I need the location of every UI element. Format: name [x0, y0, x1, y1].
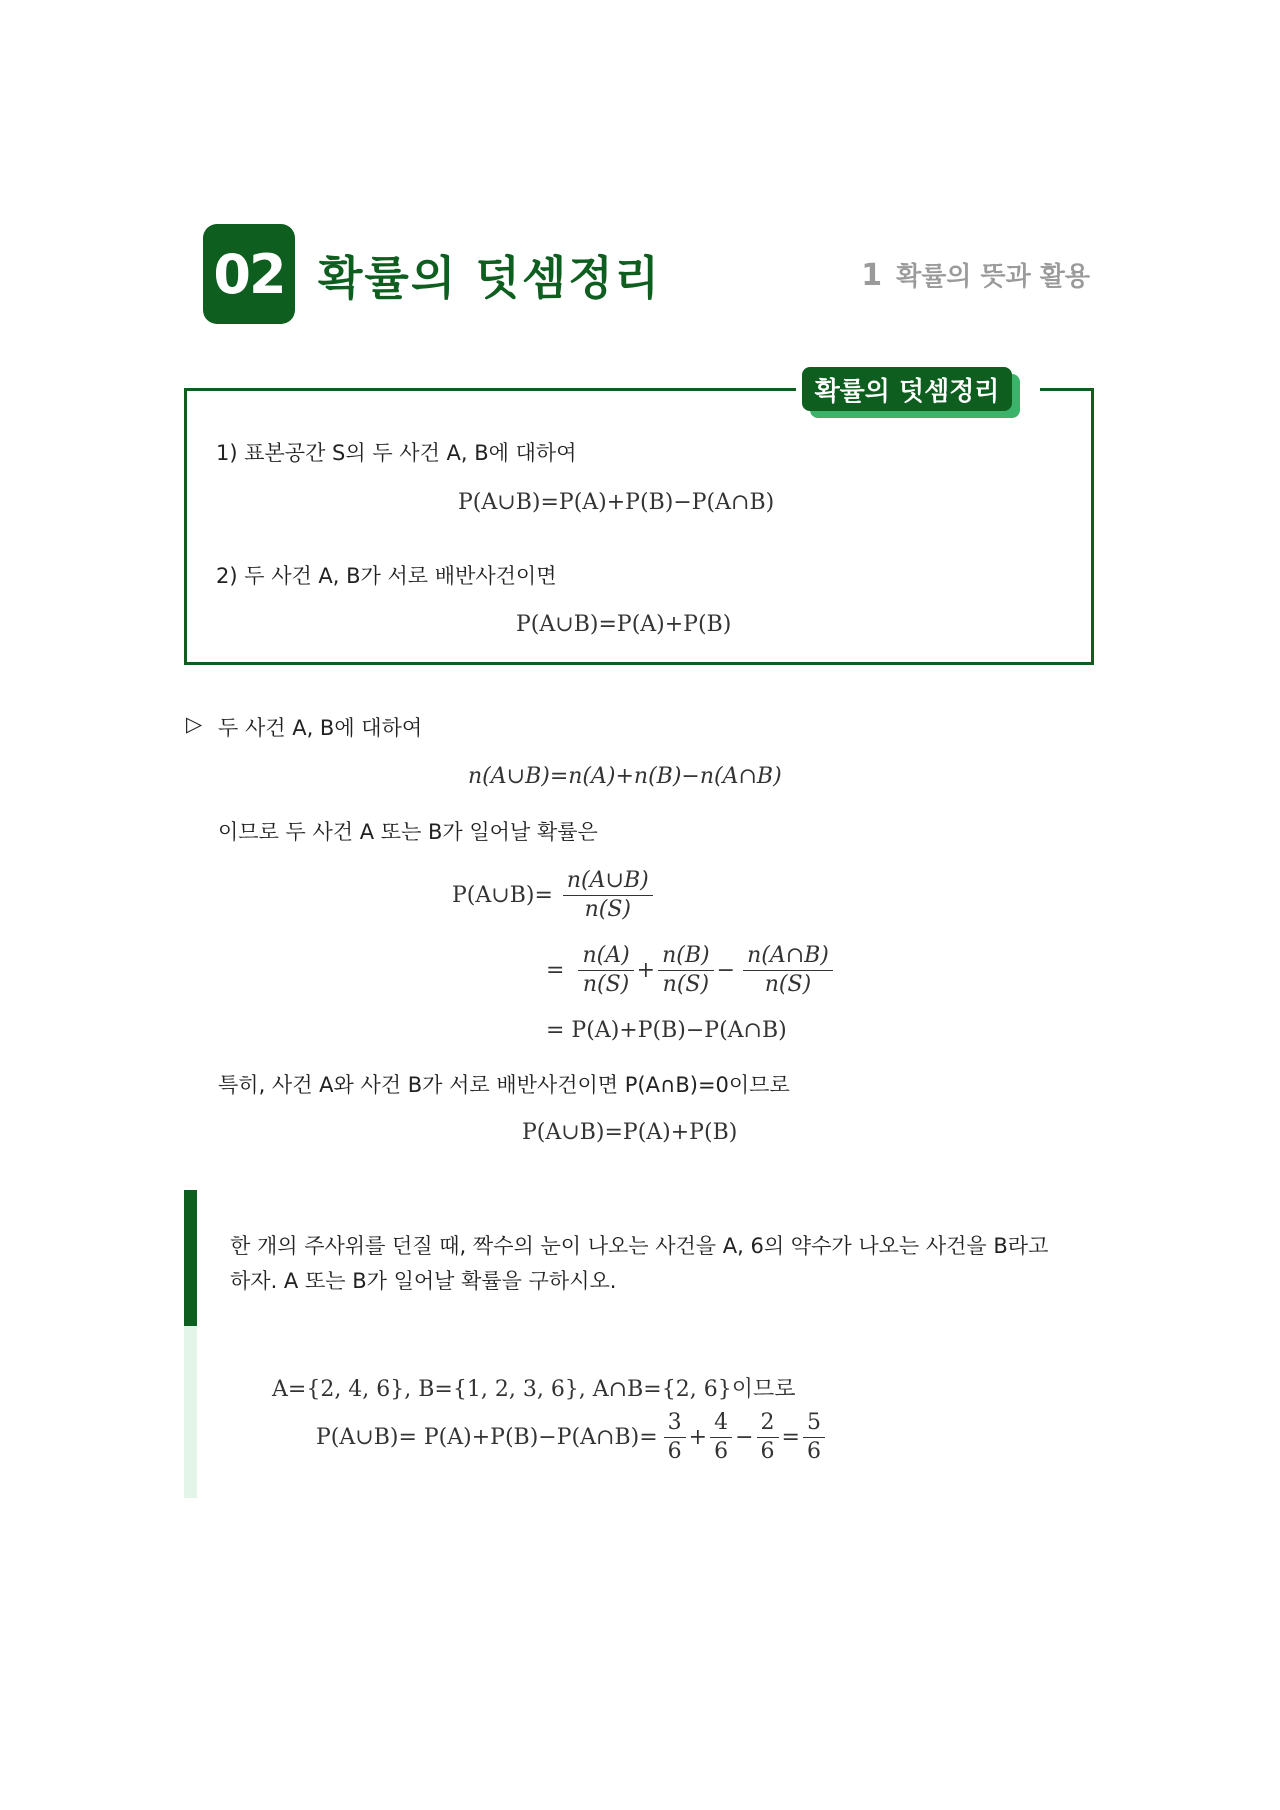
fraction-2-6 — [757, 1410, 779, 1465]
example-bar-problem — [184, 1190, 197, 1326]
fraction-denominator: n(S) — [582, 972, 630, 997]
fraction-denominator: n(S) — [584, 897, 631, 922]
example-problem-line1: 한 개의 주사위를 던질 때, 짝수의 눈이 나오는 사건을 A, 6의 약수가 나오는 사건을 B라고 — [230, 1234, 1049, 1258]
prob-derivation-line3: = P(A)+P(B)−P(A∩B) — [546, 1018, 787, 1043]
prob-lhs: P(A∪B)= — [452, 883, 553, 908]
explanation-marker: ▷ — [186, 712, 203, 736]
plus-sign: + — [636, 958, 656, 983]
fraction-denominator: 6 — [760, 1439, 775, 1464]
theorem-item1-formula: P(A∪B)=P(A)+P(B)−P(A∩B) — [458, 490, 775, 515]
special-case-text: 특히, 사건 A와 사건 B가 서로 배반사건이면 P(A∩B)=0이므로 — [218, 1073, 790, 1097]
fraction-denominator: n(S) — [662, 972, 710, 997]
fraction-denominator: n(S) — [764, 972, 812, 997]
page-title: 확률의 덧셈정리 — [318, 251, 662, 305]
fraction-denominator: 6 — [667, 1439, 682, 1464]
theorem-item2-formula: P(A∪B)=P(A)+P(B) — [516, 612, 732, 637]
minus-sign: − — [735, 1425, 754, 1450]
fraction-union-over-s — [563, 868, 653, 923]
theorem-tag: 확률의 덧셈정리 — [802, 367, 1012, 411]
special-case-formula: P(A∪B)=P(A)+P(B) — [522, 1120, 738, 1145]
fraction-5-6 — [803, 1410, 825, 1465]
fraction-b — [658, 943, 714, 998]
explanation-intro: 두 사건 A, B에 대하여 — [218, 716, 423, 740]
minus-sign: − — [716, 958, 736, 983]
theorem-item1-intro: 1) 표본공간 S의 두 사건 A, B에 대하여 — [216, 441, 577, 465]
example-bar-solution — [184, 1326, 197, 1498]
fraction-denominator: 6 — [714, 1439, 729, 1464]
count-formula: n(A∪B)=n(A)+n(B)−n(A∩B) — [468, 764, 782, 789]
fraction-4-6 — [710, 1410, 732, 1465]
solution-lhs: P(A∪B)= P(A)+P(B)−P(A∩B)= — [316, 1425, 658, 1450]
fraction-numerator: 2 — [757, 1410, 779, 1438]
equals-sign: = — [781, 1425, 800, 1450]
fraction-a — [578, 943, 633, 998]
section-title: 확률의 뜻과 활용 — [896, 262, 1090, 292]
example-solution-line1: A={2, 4, 6}, B={1, 2, 3, 6}, A∩B={2, 6}이므로 — [272, 1377, 796, 1402]
fraction-intersection — [743, 943, 833, 998]
section-number: 1 — [861, 258, 883, 293]
fraction-numerator: n(A) — [578, 943, 633, 971]
fraction-3-6 — [664, 1410, 686, 1465]
example-solution-line2 — [316, 1410, 828, 1465]
equals-sign: = — [546, 958, 565, 983]
fraction-numerator: n(B) — [658, 943, 714, 971]
prob-derivation-line2 — [546, 943, 836, 998]
fraction-numerator: n(A∩B) — [743, 943, 833, 971]
plus-sign: + — [688, 1425, 708, 1450]
theorem-item2-intro: 2) 두 사건 A, B가 서로 배반사건이면 — [216, 564, 557, 588]
example-problem-line2: 하자. A 또는 B가 일어날 확률을 구하시오. — [230, 1269, 617, 1293]
fraction-denominator: 6 — [806, 1439, 821, 1464]
section-label — [861, 256, 1090, 293]
fraction-numerator: n(A∪B) — [563, 868, 653, 896]
fraction-numerator: 3 — [664, 1410, 686, 1438]
chapter-number-badge: 02 — [203, 224, 295, 324]
explanation-line2: 이므로 두 사건 A 또는 B가 일어날 확률은 — [218, 820, 598, 844]
prob-derivation-line1 — [452, 868, 656, 923]
fraction-numerator: 4 — [710, 1410, 732, 1438]
fraction-numerator: 5 — [803, 1410, 825, 1438]
